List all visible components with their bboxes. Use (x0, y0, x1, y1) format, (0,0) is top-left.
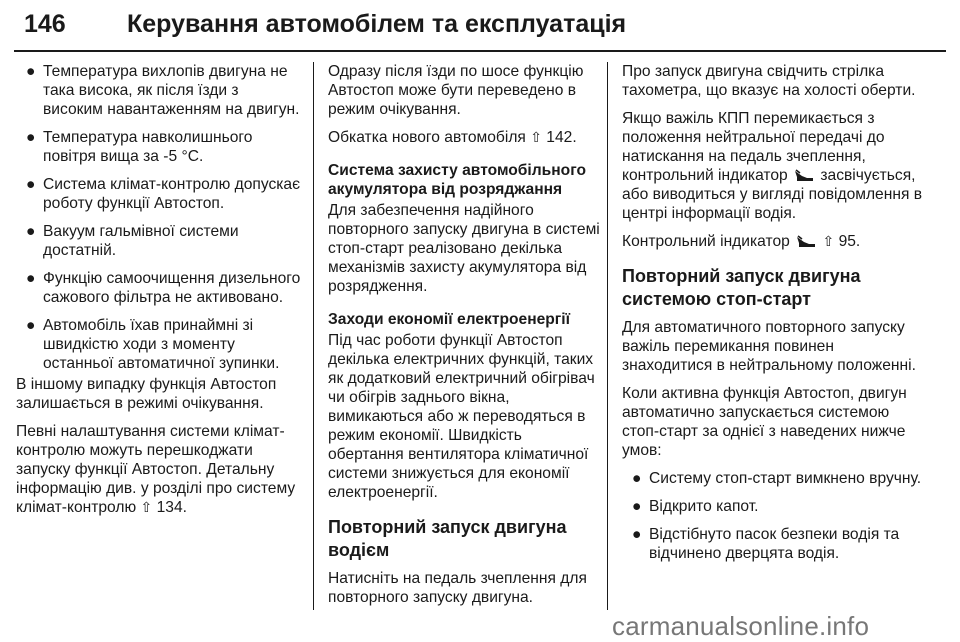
list-item: ● Температура навколишнього повітря вища за -5 °C. (26, 129, 253, 165)
paragraph: Натисніть на педаль зчеплення для повторного запуску двигуна. (328, 570, 587, 606)
paragraph: Одразу після їзди по шосе функцію Автостоп може бути переведено в режим очікування. (328, 63, 584, 118)
paragraph: Контрольний індикатор ⇧ 95. (622, 233, 861, 250)
page-number: 146 (24, 10, 66, 38)
column-3 (622, 62, 922, 572)
column-divider (607, 62, 608, 610)
page-reference[interactable]: 142. (546, 129, 577, 146)
page-header (14, 0, 946, 52)
page-reference-icon[interactable]: ⇧ (140, 499, 153, 515)
paragraph: Для автоматичного повторного запуску важіль перемикання повинен знаходитися в нейтральному положенні. (622, 319, 916, 374)
paragraph: Для забезпечення надійного повторного запуску двигуна в системі стоп-старт реалізовано декілька механізмів захисту акумулятора від розрядження. (328, 202, 600, 295)
page-reference-icon[interactable]: ⇧ (530, 129, 542, 145)
page-title: Керування автомобілем та експлуатація (127, 10, 627, 38)
paragraph: Під час роботи функції Автостоп декілька електричних функцій, таких як додатковий електричний обігрівач чи обігрів заднього вікна, вимикаються або ж переводяться в режим економії. Швидкість обертання вентилятора кліматичної системи знижується для економії електроенергії. (328, 332, 595, 501)
paragraph: Про запуск двигуна свідчить стрілка тахометра, що вказує на холості оберти. (622, 63, 916, 99)
header-rule (14, 50, 946, 52)
list-item: ● Відкрито капот. (632, 498, 759, 515)
list-item: ● Автомобіль їхав принаймні зі швидкістю ходи з моменту останньої автоматичної зупинки. (26, 317, 280, 372)
paragraph: Якщо важіль КПП перемикається з положення нейтральної передачі до натискання на педаль зчеплення, контрольний індикатор засвічується, або виводиться у вигляді повідомлення в центрі інформації водія. (622, 110, 923, 222)
page-reference-icon[interactable]: ⇧ (822, 233, 835, 249)
list-item: ● Відстібнуто пасок безпеки водія та відчинено дверцята водія. (632, 526, 900, 562)
section-heading: Система захисту автомобільного акумулятора від розряджання (328, 162, 587, 198)
paragraph: Коли активна функція Автостоп, двигун автоматично запускається системою стоп-старт за однієї з наведених нижче умов: (622, 385, 907, 459)
column-1 (16, 62, 301, 526)
list-item: ● Функцію самоочищення дизельного сажового фільтра не активовано. (26, 270, 301, 306)
car-lowering-indicator-icon (794, 169, 814, 183)
section-title: Повторний запуск двигуна системою стоп-старт (622, 266, 861, 309)
page-reference[interactable]: 95. (838, 233, 861, 250)
list-item: ● Систему стоп-старт вимкнено вручну. (632, 470, 922, 487)
column-divider (313, 62, 314, 610)
column-2 (328, 62, 600, 616)
page-reference[interactable]: 134. (156, 499, 187, 516)
list-item: ● Температура вихлопів двигуна не така висока, як після їзди з високим навантаженням на двигун. (26, 63, 300, 118)
paragraph: Обкатка нового автомобіля ⇧ 142. (328, 129, 577, 146)
list-item: ● Система клімат-контролю допускає роботу функції Автостоп. (26, 176, 301, 212)
paragraph: В іншому випадку функція Автостоп залишається в режимі очікування. (16, 376, 277, 412)
car-lowering-indicator-icon (796, 235, 816, 249)
paragraph: Певні налаштування системи клімат-контролю можуть перешкоджати запуску функції Автостоп. Детальну інформацію див. у розділі про систему клімат-контролю ⇧ 134. (16, 423, 296, 516)
section-title: Повторний запуск двигуна водієм (328, 517, 567, 560)
section-heading: Заходи економії електроенергії (328, 311, 571, 328)
list-item: ● Вакуум гальмівної системи достатній. (26, 223, 239, 259)
watermark: carmanualsonline.info (612, 611, 870, 641)
